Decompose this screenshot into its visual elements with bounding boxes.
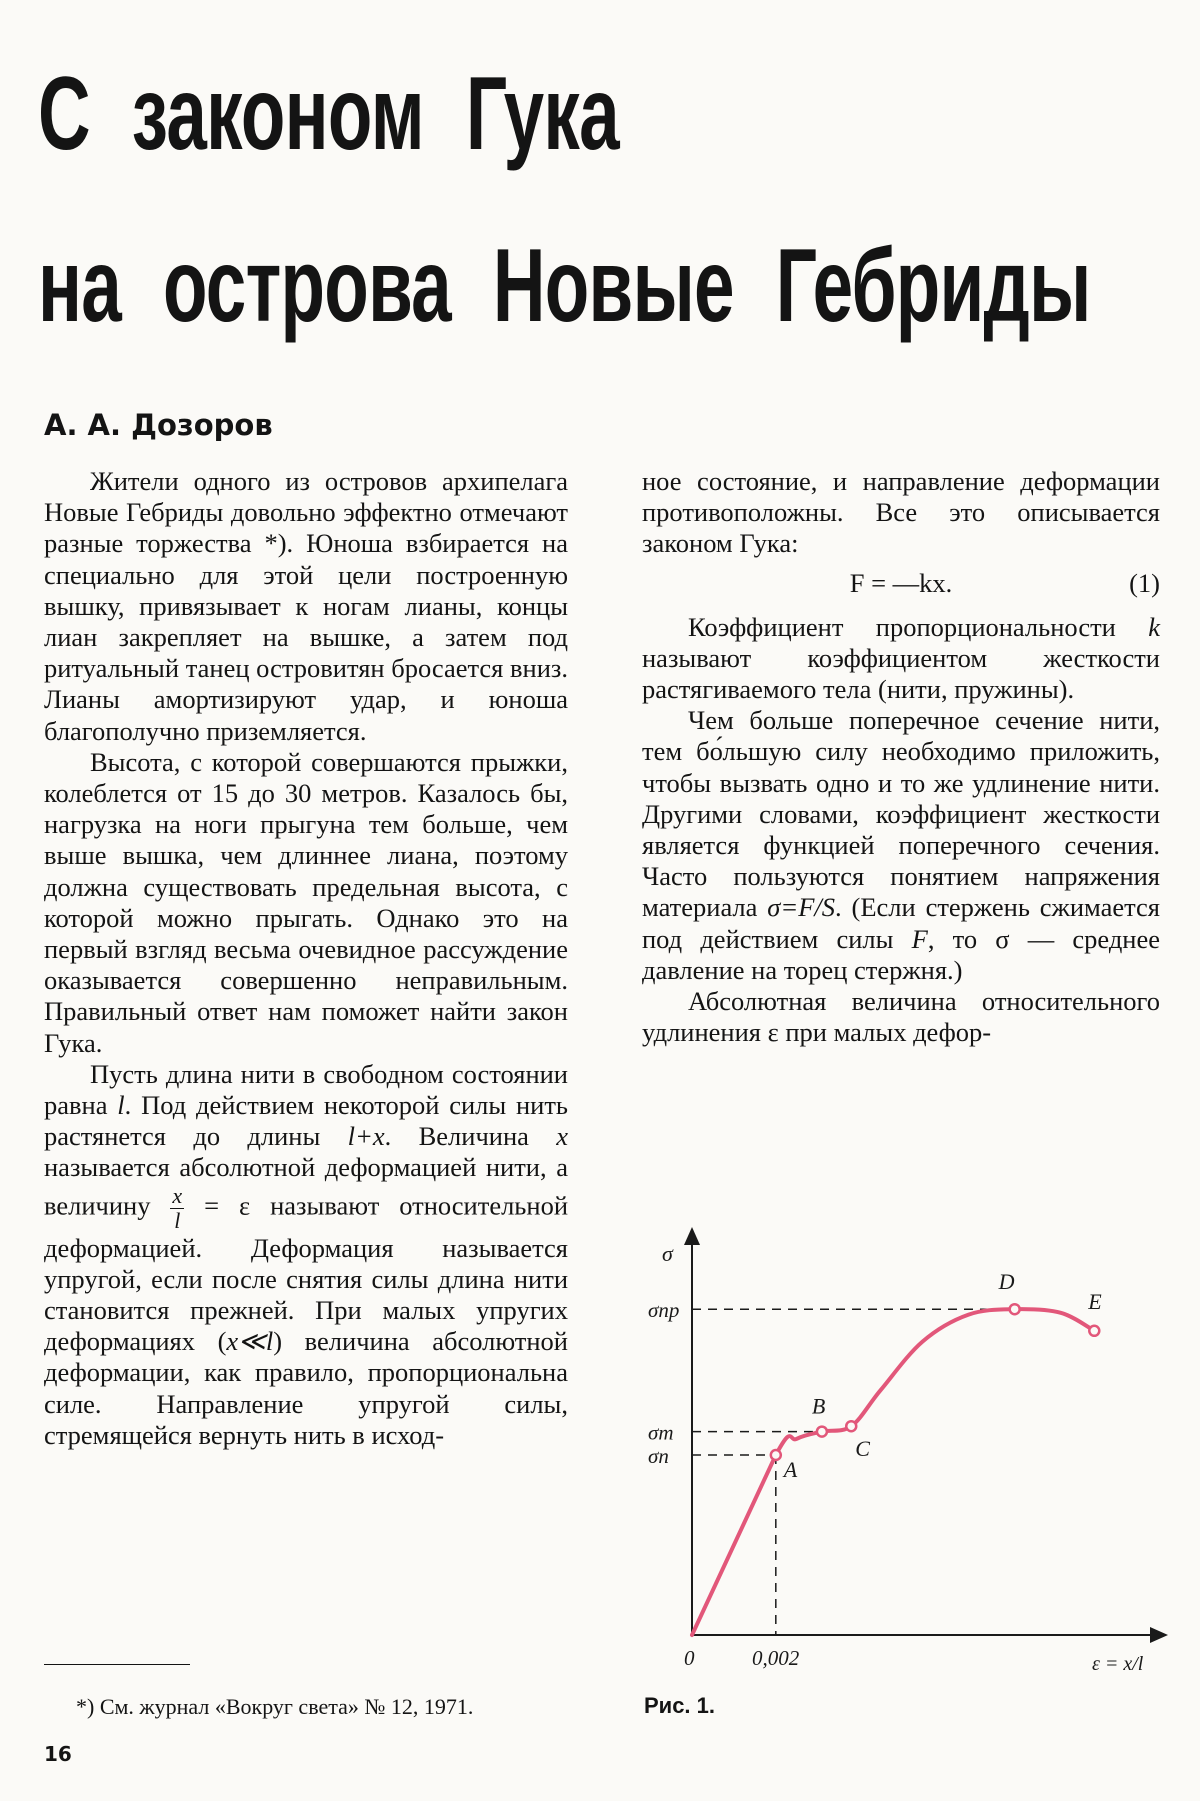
paragraph: Коэффициент пропорциональности k называют коэффициентом жесткости растягиваемого тела (нити, пружины).: [642, 611, 1160, 705]
point-label-B: B: [811, 1393, 826, 1419]
point-A: [771, 1450, 781, 1460]
footnote-rule: [44, 1664, 190, 1665]
paragraph: Чем больше поперечное сечение нити, тем бо́льшую силу необходимо приложить, чтобы вызвать одно и то же удлинение нити. Другими словами, коэффициент жесткости является функцией поперечного сечения. Часто пользуются понятием напряжения материала σ=F/S. (Если стержень сжимается под действием силы F, то σ — среднее давление на торец стержня.): [642, 705, 1161, 985]
paragraph: Жители одного из островов архипелага Новые Гебриды довольно эффектно отмечают разные торжества *). Юноша взбирается на специально для этой цели построенную вышку, привязывает к ногам лианы, концы лиан закрепляет на вышке, а затем под ритуальный танец островитян бросается вниз. Лианы амортизируют удар, и юноша благополучно приземляется.: [44, 466, 568, 746]
stress-strain-chart: [640, 1225, 1180, 1685]
title-line-1: С законом Гука: [38, 56, 619, 172]
point-label-C: C: [855, 1436, 870, 1462]
y-axis-label: σ: [662, 1241, 673, 1266]
x-tick-label: 0,002: [752, 1646, 800, 1670]
y-level-label: σт: [648, 1420, 674, 1445]
point-E: [1089, 1326, 1099, 1336]
page-number: 16: [44, 1742, 72, 1766]
footnote: *) См. журнал «Вокруг света» № 12, 1971.: [76, 1694, 474, 1719]
title-line-2: на острова Новые Гебриды: [38, 228, 1091, 344]
stress-strain-curve: [692, 1309, 1094, 1635]
column-left: [44, 466, 568, 1451]
formula-expression: F = —kx.: [849, 567, 953, 598]
fraction-x-over-l: $\frac{x}{l}$: [172, 1182, 183, 1233]
hooke-formula: [642, 568, 1160, 602]
article-title: [38, 28, 1091, 372]
paragraph: Абсолютная величина относительного удлинения ε при малых дефор-: [642, 986, 1160, 1048]
paragraph: Высота, с которой совершаются прыжки, колеблется от 15 до 30 метров. Казалось бы, нагрузка на ноги прыгуна тем больше, чем выше вышка, чем длиннее лиана, поэтому должна существовать предельная высота, с которой можно прыгать. Однако это на первый взгляд весьма очевидное рассуждение оказывается совершенно неправильным. Правильный ответ нам поможет найти закон Гука.: [44, 746, 568, 1058]
x-tick-label: 0: [684, 1646, 695, 1670]
y-level-label: σпр: [648, 1298, 680, 1323]
point-D: [1010, 1304, 1020, 1314]
point-B: [817, 1427, 827, 1437]
point-C: [846, 1421, 856, 1431]
formula-number: (1): [1129, 567, 1160, 598]
paragraph: ное состояние, и направление деформации противоположны. Все это описывается законом Гука:: [642, 466, 1160, 559]
figure-caption: Рис. 1.: [644, 1693, 716, 1718]
point-label-E: E: [1088, 1288, 1102, 1314]
x-axis-label: ε = x/l: [1092, 1653, 1144, 1675]
column-right: [642, 466, 1160, 1048]
point-label-A: A: [783, 1457, 798, 1482]
y-level-label: σп: [648, 1444, 669, 1468]
author: А. А. Дозоров: [44, 408, 273, 442]
paragraph: Пусть длина нити в свободном состоянии равна l. Под действием некоторой силы нить растянется до длины l+x. Величина x называется абсолютной деформацией нити, а величину $\frac{x}{l}$ = ε называют относительной деформацией. Деформация называется упругой, если после снятия силы длина нити становится прежней. При малых упругих деформациях (x≪l) величина абсолютной деформации, как правило, пропорциональна силе. Направление упругой силы, стремящейся вернуть нить в исход-: [44, 1058, 569, 1450]
point-label-D: D: [998, 1269, 1015, 1295]
